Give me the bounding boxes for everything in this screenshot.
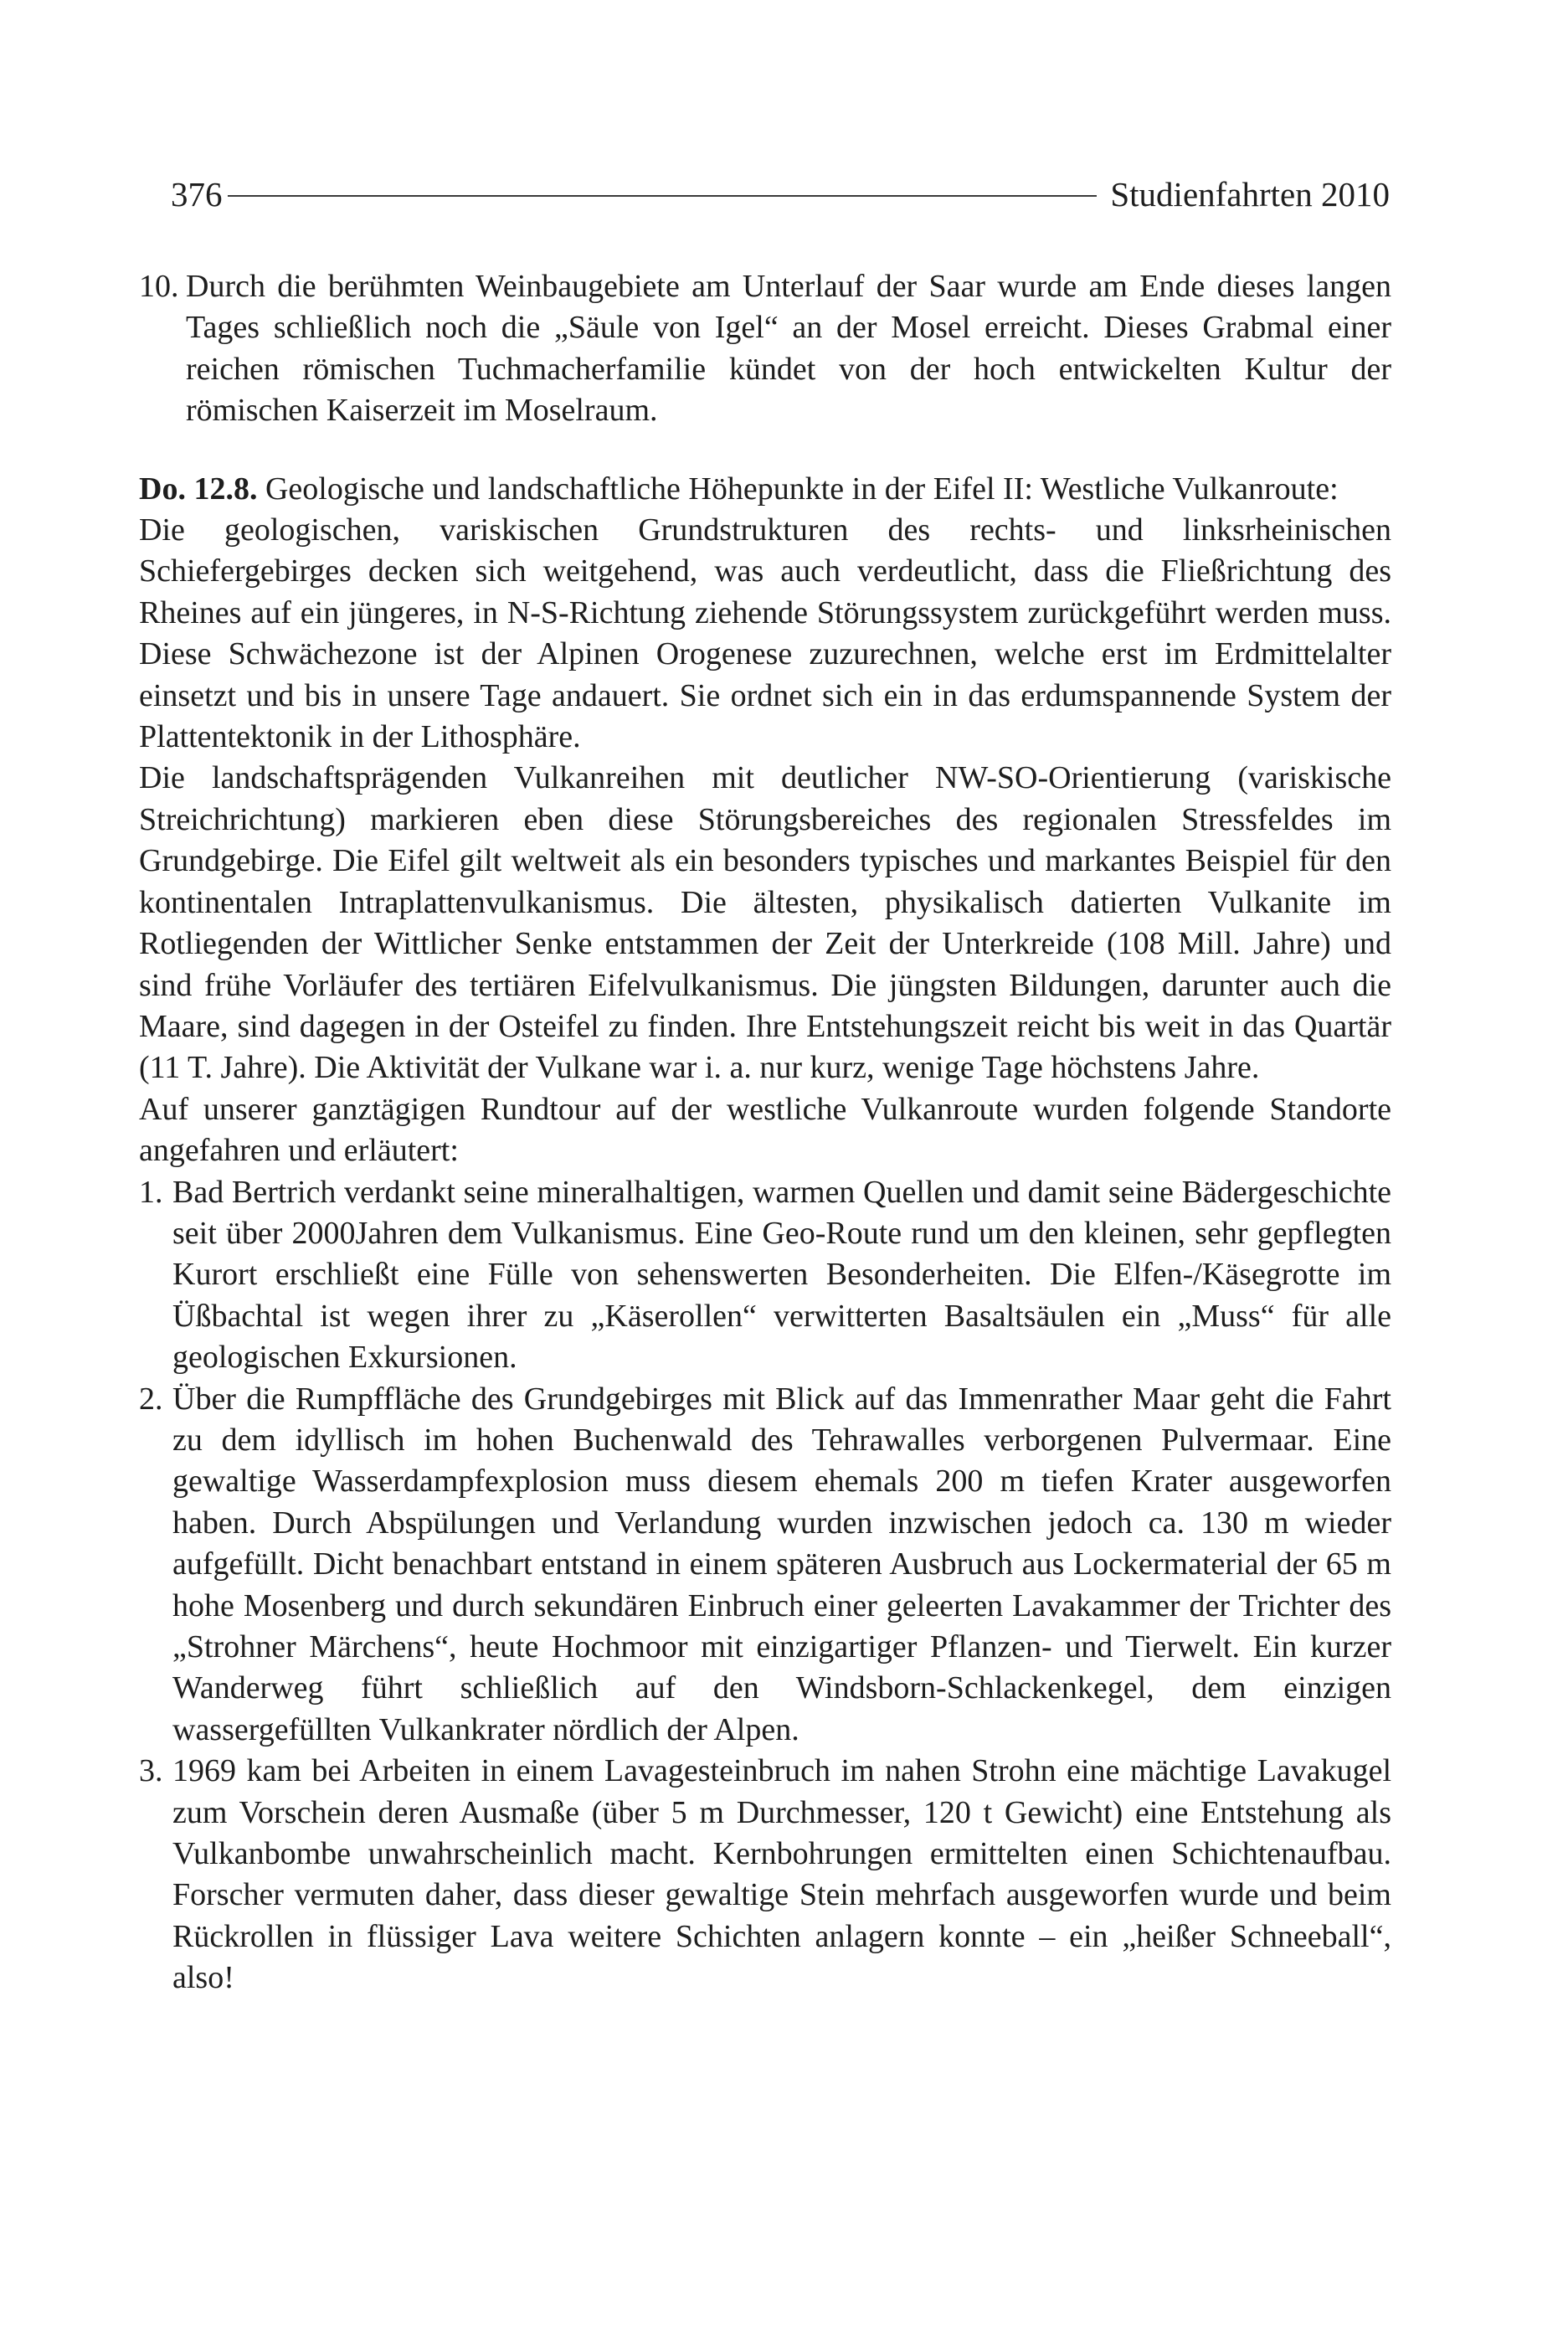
list-item-text: 1969 kam bei Arbeiten in einem Lavagesteinbruch im nahen Strohn eine mächtige Lavakugel zum Vorschein deren Ausmaße (über 5 m Durchmesser, 120 t Gewicht) eine Entstehung als Vulkanbombe unwahrscheinlich macht. Kernbohrungen ermittelten einen Schichtenaufbau. Forscher vermuten daher, dass dieser gewaltige Stein mehrfach ausgeworfen wurde und beim Rückrollen in flüssiger Lava weitere Schichten anlagern konnte – ein „heißer Schneeball“, also! <box>172 1753 1391 1996</box>
day-heading-text: Geologische und landschaftliche Höhepunkte in der Eifel II: Westliche Vulkanroute: <box>265 471 1339 507</box>
stations-list <box>139 1172 1391 1999</box>
paragraph: Die landschaftsprägenden Vulkanreihen mit deutlicher NW-SO-Orientierung (variskische Streichrichtung) markieren eben diese Störungsbereiches des regionalen Stressfeldes im Grundgebirge. Die Eifel gilt weltweit als ein besonders typisches und markantes Beispiel für den kontinentalen Intraplattenvulkanismus. Die ältesten, physikalisch datierten Vulkanite im Rotliegenden der Wittlicher Senke entstammen der Zeit der Unterkreide (108 Mill. Jahre) und sind frühe Vorläufer des tertiären Eifelvulkanismus. Die jüngsten Bildungen, darunter auch die Maare, sind dagegen in der Osteifel zu finden. Ihre Entstehungszeit reicht bis weit in das Quartär (11 T. Jahre). Die Aktivität der Vulkane war i. a. nur kurz, wenige Tage höchstens Jahre. <box>139 760 1391 1086</box>
list-item <box>139 1379 1391 1752</box>
running-header <box>171 167 1390 221</box>
list-item-number: 1. <box>139 1174 163 1210</box>
day-heading <box>139 469 1391 510</box>
list-item <box>139 1172 1391 1379</box>
list-item-text: Über die Rumpffläche des Grundgebirges mit Blick auf das Immenrather Maar geht die Fahrt zu dem idyllisch im hohen Buchenwald des Tehrawalles verborgenen Pulvermaar. Eine gewaltige Wasserdampfexplosion muss diesem ehemals 200 m tiefen Krater ausgeworfen haben. Durch Abspülungen und Verlandung wurden inzwischen jedoch ca. 130 m wieder aufgefüllt. Dicht benachbart entstand in einem späteren Ausbruch aus Lockermaterial der 65 m hohe Mosenberg und durch sekundären Einbruch einer geleerten Lavakammer der Trichter des „Strohner Märchens“, heute Hochmoor mit einzigartiger Pflanzen- und Tierwelt. Ein kurzer Wanderweg führt schließlich auf den Windsborn-Schlackenkegel, dem einzigen wassergefüllten Vulkankrater nördlich der Alpen. <box>172 1381 1391 1747</box>
body-text <box>139 266 1391 1999</box>
list-item-text: Bad Bertrich verdankt seine mineralhaltigen, warmen Quellen und damit seine Bädergeschichte seit über 2000Jahren dem Vulkanismus. Eine Geo-Route rund um den kleinen, sehr gepflegten Kurort erschließt eine Fülle von sehenswerten Besonderheiten. Die Elfen-/Käsegrotte im Üßbachtal ist wegen ihrer zu „Käserollen“ verwitterten Basaltsäulen ein „Muss“ für alle geologischen Exkursionen. <box>172 1174 1391 1376</box>
paragraph: Die geologischen, variskischen Grundstrukturen des rechts- und linksrheinischen Schiefergebirges decken sich weitgehend, was auch verdeutlicht, dass die Fließrichtung des Rheines auf ein jüngeres, in N-S-Richtung ziehende Störungssystem zurückgeführt werden muss. Diese Schwächezone ist der Alpinen Orogenese zuzurechnen, welche erst im Erdmittelalter einsetzt und bis in unsere Tage andauert. Sie ordnet sich ein in das erdumspannende System der Plattentektonik in der Lithosphäre. <box>139 512 1391 755</box>
list-item-number: 2. <box>139 1381 163 1417</box>
list-item-number: 10. <box>139 269 179 304</box>
list-item <box>139 1751 1391 1999</box>
list-item-text: Durch die berühmten Weinbaugebiete am Unterlauf der Saar wurde am Ende dieses langen Tages schließlich noch die „Säule von Igel“ an der Mosel erreicht. Dieses Grabmal einer reichen römischen Tuchmacherfamilie kündet von der hoch entwickelten Kultur der römischen Kaiserzeit im Moselraum. <box>186 269 1391 429</box>
list-item-10 <box>139 266 1391 432</box>
running-title: Studienfahrten 2010 <box>1110 175 1390 214</box>
day-section <box>139 469 1391 1999</box>
page-number: 376 <box>171 175 223 214</box>
day-label: Do. 12.8. <box>139 471 258 507</box>
paragraph: Auf unserer ganztägigen Rundtour auf der westliche Vulkanroute wurden folgende Standorte angefahren und erläutert: <box>139 1091 1391 1169</box>
list-item-number: 3. <box>139 1753 163 1789</box>
header-rule <box>228 195 1098 197</box>
